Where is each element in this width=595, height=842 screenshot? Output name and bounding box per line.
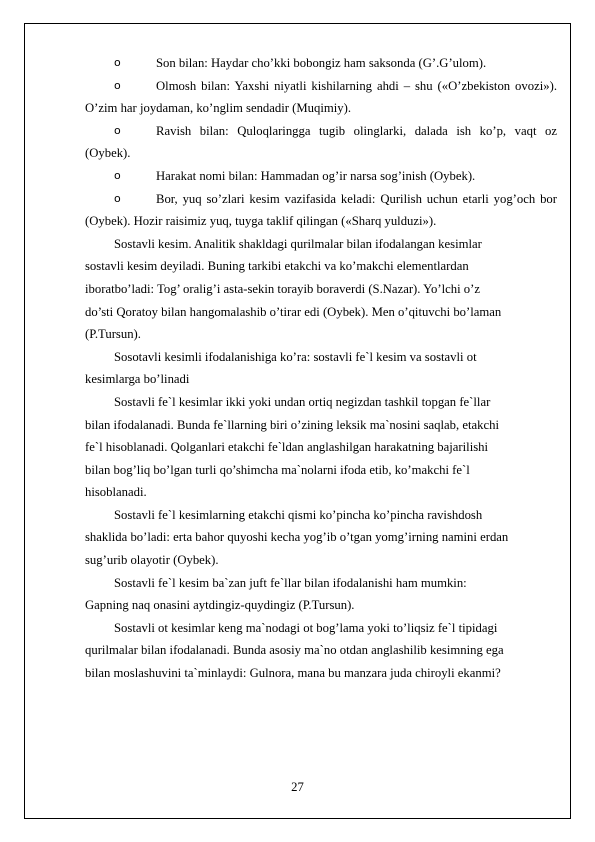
bullet-marker-icon: o [114,123,121,137]
paragraph-juft-fel [85,572,557,617]
text-line: Sostavli fe`l kesimlar ikki yoki undan ortiq negizdan tashkil topgan fe`llar [114,394,491,409]
bullet-item [85,165,557,188]
bullet-text: Bor, yuq so’zlari kesim vazifasida keladi: Qurilish uchun etarli yog’och bor (Oybek). Hozir raisimiz yuq, tuyga taklif qilingan («Sharq yulduzi»). [85,191,557,229]
text-line: Sosotavli kesimli ifodalanishiga ko’ra: sostavli fe`l kesim va sostavli ot [114,349,477,364]
text-line: iboratbo’ladi: Tog’ oralig’i asta-sekin torayib boraverdi (S.Nazar). Yo’lchi o’z [85,281,481,296]
text-line: fe`l hisoblanadi. Qolganlari etakchi fe`ldan anglashilgan harakatning bajarilishi [85,440,489,455]
text-line: do’sti Qoratoy bilan hangomalashib o’tirar edi (Oybek). Men o’qituvchi bo’laman [85,304,502,319]
text-line: bilan bog’liq bo’lgan turli qo’shimcha ma`nolarni ifoda etib, ko’makchi fe`l [85,462,470,477]
text-line: bilan ifodalanadi. Bunda fe`llarning biri o’zining leksik ma`nosini saqlab, etakchi [85,417,499,432]
text-line: bilan moslashuvini ta`minlaydi: Gulnora, mana bu manzara juda chiroyli ekanmi? [85,666,501,681]
bullet-item [85,75,557,120]
bullet-text: Harakat nomi bilan: Hammadan og’ir narsa sog’inish (Oybek). [156,168,476,183]
text-line: kesimlarga bo’linadi [85,372,190,387]
bullet-marker-icon: o [114,78,121,92]
text-line: sug’urib olayotir (Oybek). [85,553,219,568]
bullet-marker-icon: o [114,56,121,69]
paragraph-fel-kesim [85,391,557,504]
bullet-text: Olmosh bilan: Yaxshi niyatli kishilarning ahdi – shu («O’zbekiston ovozi»). O’zim har joydaman, ko’nglim sendadir (Muqimiy). [85,78,557,116]
bullet-item [85,120,557,165]
bullet-item [85,52,557,75]
paragraph-sostavli-kesim [85,233,557,346]
bullet-marker-icon: o [114,168,121,182]
text-line: Sostavli fe`l kesim ba`zan juft fe`llar bilan ifodalanishi ham mumkin: [114,575,467,590]
text-line: Sostavli kesim. Analitik shakldagi qurilmalar bilan ifodalangan kesimlar [114,236,482,251]
text-line: shaklida bo’ladi: erta bahor quyoshi kecha yog’ib o’tgan yomg’irning namini erdan [85,530,509,545]
paragraph-classification [85,346,557,391]
bullet-text: Son bilan: Haydar cho’kki bobongiz ham saksonda (G’.G’ulom). [156,56,487,70]
text-line: Sostavli fe`l kesimlarning etakchi qismi ko’pincha ko’pincha ravishdosh [114,507,483,522]
text-line: hisoblanadi. [85,485,147,500]
text-line: qurilmalar bilan ifodalanadi. Bunda asosiy ma`no otdan anglashilib kesimning ega [85,643,504,658]
paragraph-ot-kesim [85,617,557,685]
text-line: sostavli kesim deyiladi. Buning tarkibi etakchi va ko’makchi elementlardan [85,259,469,274]
text-line: Gapning naq onasini aytdingiz-quydingiz (P.Tursun). [85,598,355,613]
text-line: Sostavli ot kesimlar keng ma`nodagi ot bog’lama yoki to’liqsiz fe`l tipidagi [114,620,498,635]
bullet-marker-icon: o [114,191,121,205]
text-line: (P.Tursun). [85,327,141,342]
bullet-text: Ravish bilan: Quloqlaringga tugib olinglarki, dalada ish ko’p, vaqt oz (Oybek). [85,123,557,161]
page-number: 27 [291,780,304,794]
bullet-item [85,188,557,233]
document-body [85,52,557,685]
paragraph-etakchi-qism [85,504,557,572]
